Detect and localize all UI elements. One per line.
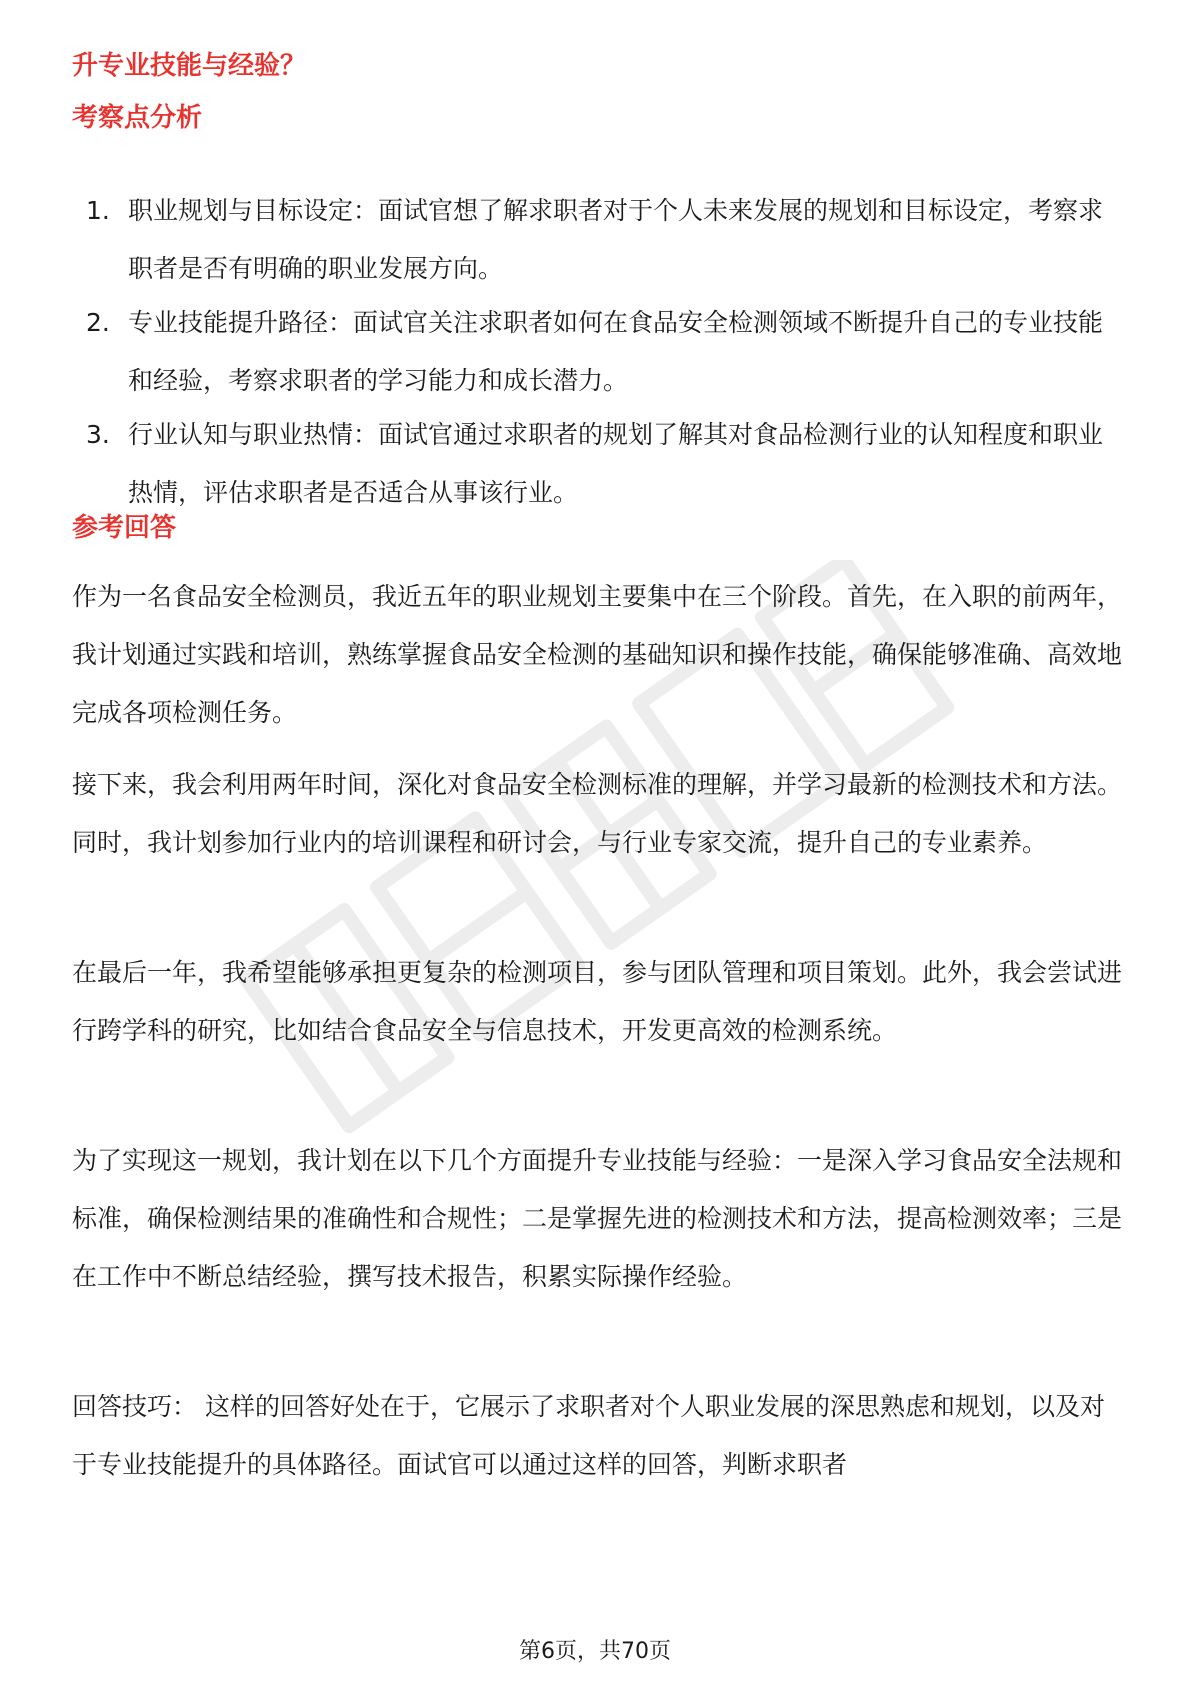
continued-heading: 升专业技能与经验？ — [72, 51, 307, 81]
list-item-number: 1. — [86, 196, 110, 225]
list-item-text: 专业技能提升路径：面试官关注求职者如何在食品安全检测领域不断提升自己的专业技能和经验，考察求职者的学习能力和成长潜力。 — [128, 308, 1104, 395]
list-item — [72, 294, 1122, 410]
answer-heading: 参考回答 — [72, 513, 177, 543]
list-item-text: 行业认知与职业热情：面试官通过求职者的规划了解其对食品检测行业的认知程度和职业热情，评估求职者是否适合从事该行业。 — [128, 420, 1104, 507]
answer-tip-paragraph: 回答技巧： 这样的回答好处在于，它展示了求职者对个人职业发展的深思熟虑和规划，以及对于专业技能提升的具体路径。面试官可以通过这样的回答，判断求职者 — [72, 1392, 1105, 1479]
answer-paragraph: 在最后一年，我希望能够承担更复杂的检测项目，参与团队管理和项目策划。此外，我会尝试进行跨学科的研究，比如结合食品安全与信息技术，开发更高效的检测系统。 — [72, 958, 1123, 1045]
list-item-text: 职业规划与目标设定：面试官想了解求职者对于个人未来发展的规划和目标设定，考察求职者是否有明确的职业发展方向。 — [128, 196, 1104, 283]
list-item-number: 3. — [86, 420, 110, 449]
answer-paragraph: 为了实现这一规划，我计划在以下几个方面提升专业技能与经验：一是深入学习食品安全法规和标准，确保检测结果的准确性和合规性；二是掌握先进的检测技术和方法，提高检测效率；三是在工作中不断总结经验，撰写技术报告，积累实际操作经验。 — [72, 1146, 1123, 1291]
list-item-number: 2. — [86, 308, 110, 337]
page-number-footer: 第6页，共70页 — [519, 1639, 671, 1664]
list-item — [72, 406, 1122, 522]
answer-paragraph: 作为一名食品安全检测员，我近五年的职业规划主要集中在三个阶段。首先，在入职的前两年，我计划通过实践和培训，熟练掌握食品安全检测的基础知识和操作技能，确保能够准确、高效地完成各项检测任务。 — [72, 582, 1123, 727]
analysis-list — [72, 182, 1122, 522]
analysis-heading: 考察点分析 — [72, 103, 203, 133]
answer-paragraph: 接下来，我会利用两年时间，深化对食品安全检测标准的理解，并学习最新的检测技术和方法。同时，我计划参加行业内的培训课程和研讨会，与行业专家交流，提升自己的专业素养。 — [72, 770, 1123, 857]
list-item — [72, 182, 1122, 298]
